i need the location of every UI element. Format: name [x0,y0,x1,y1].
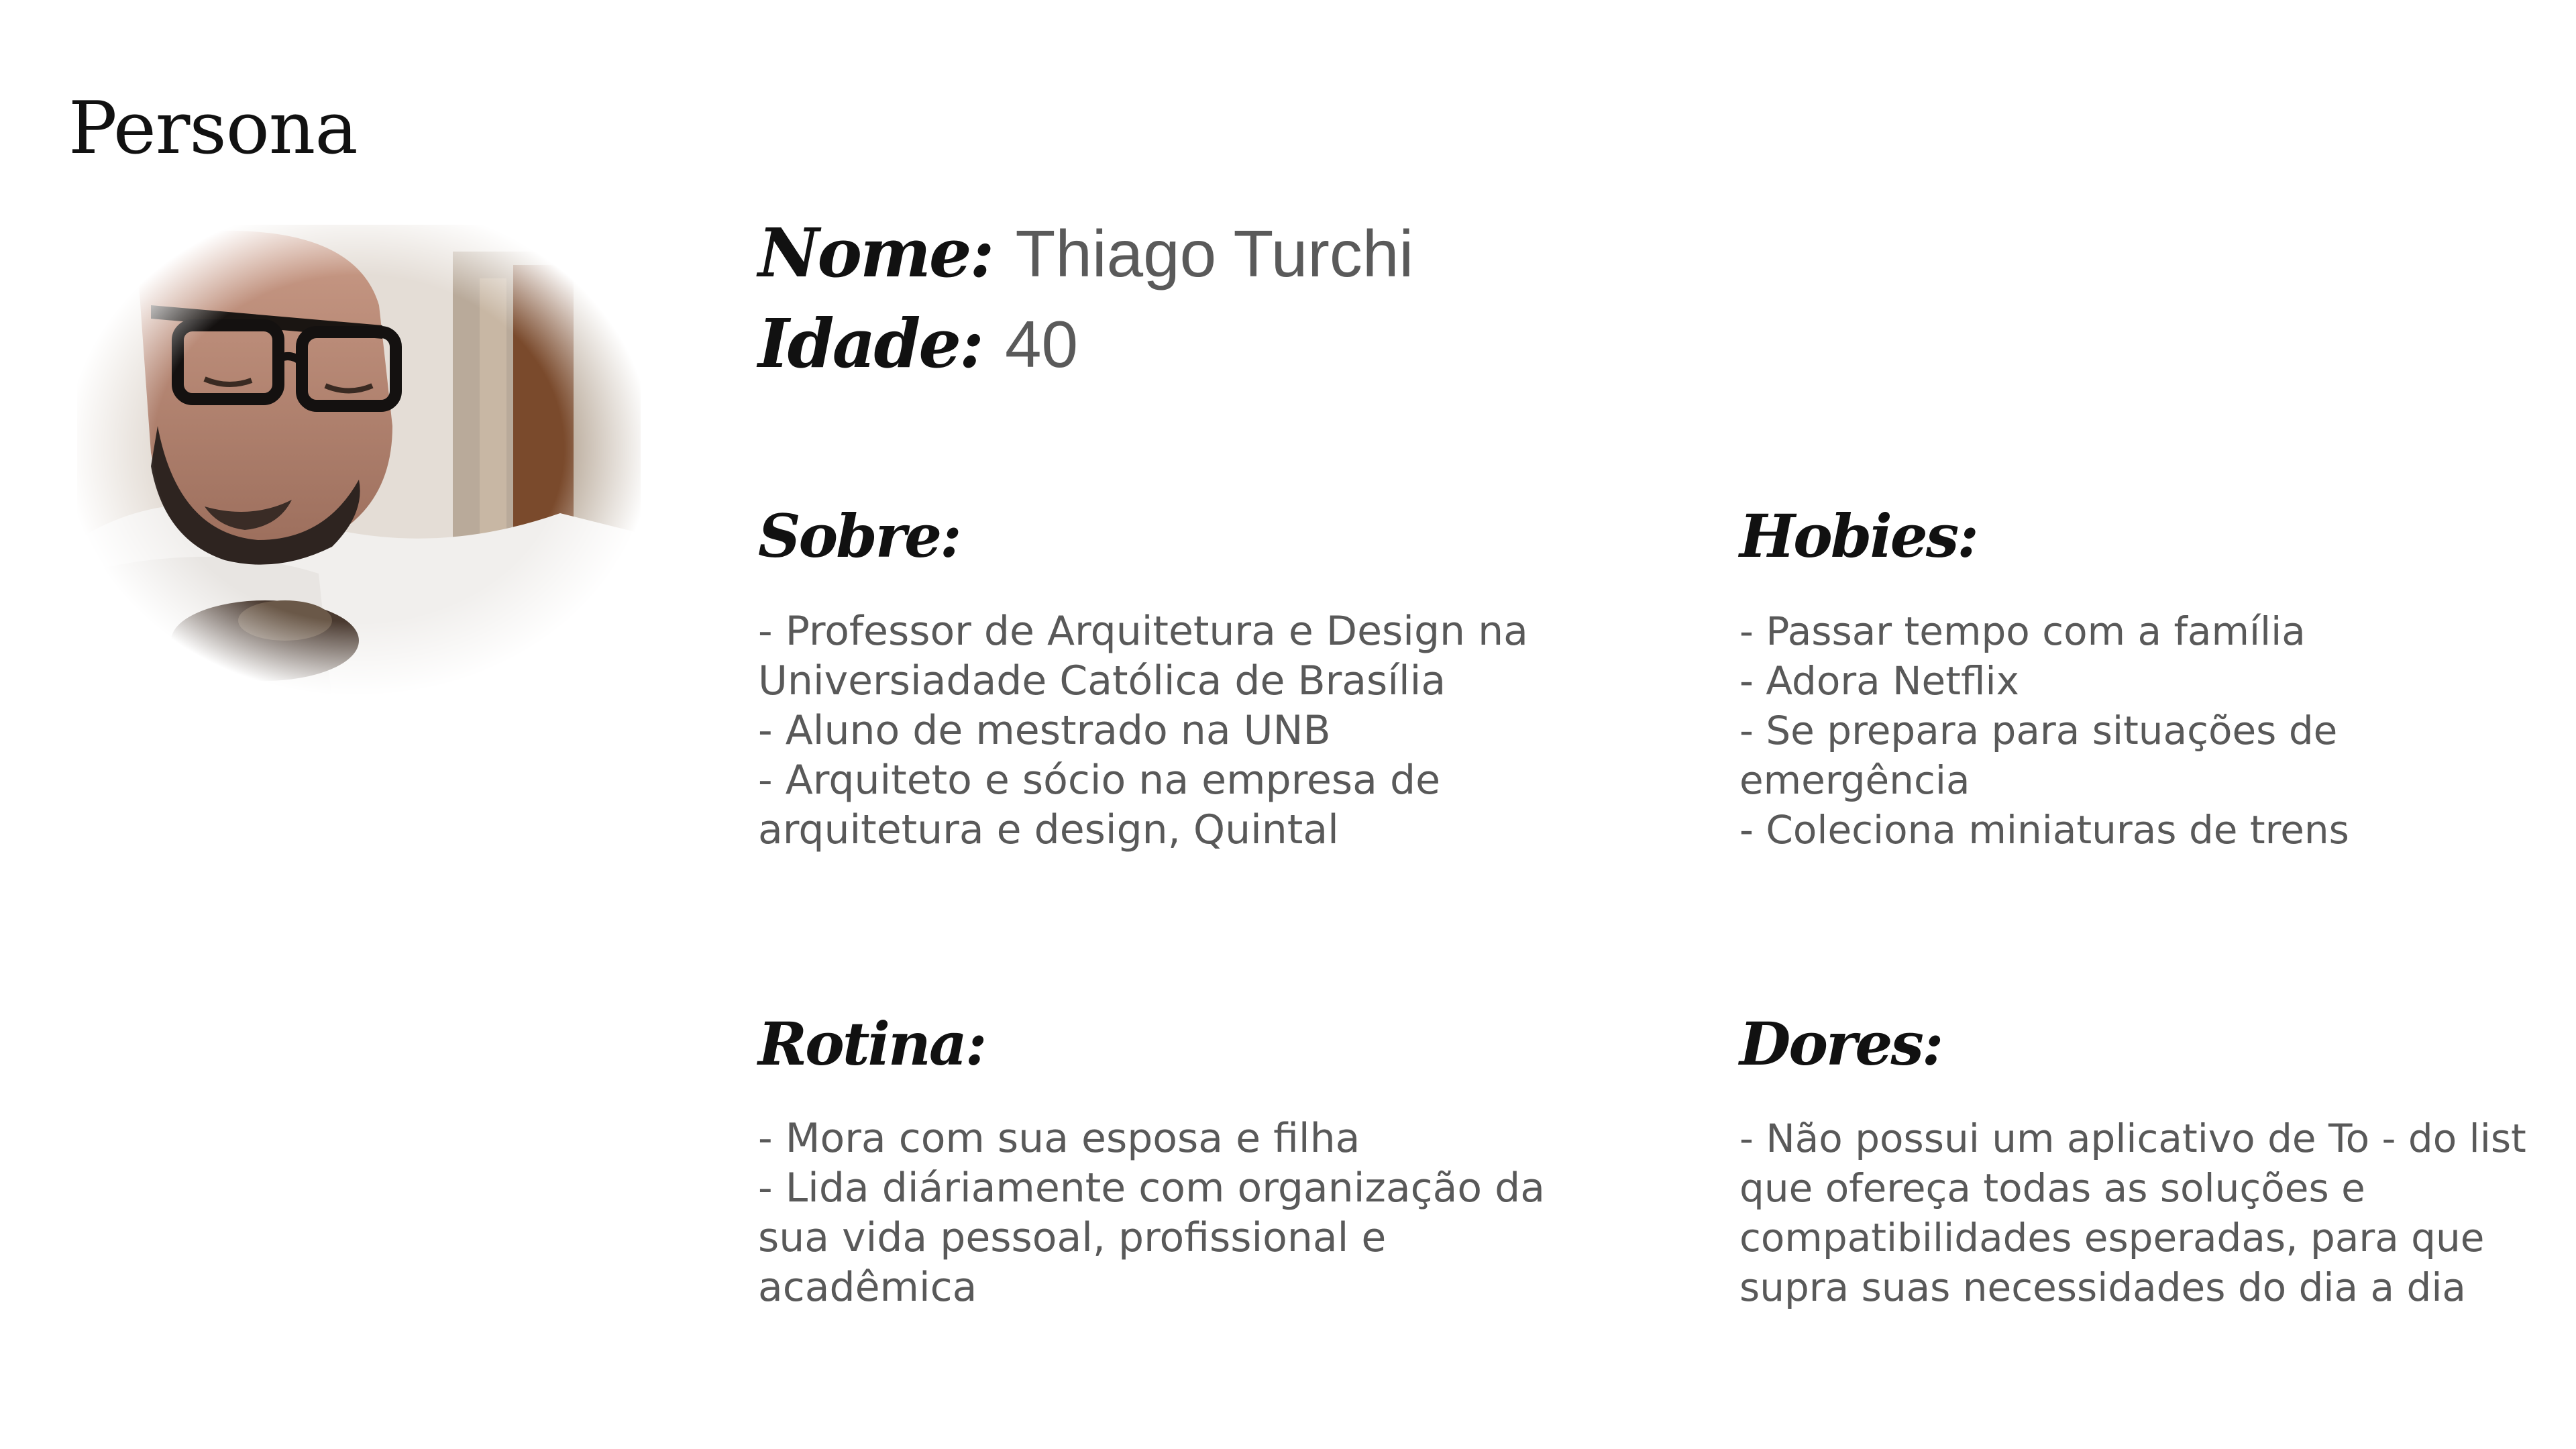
list-item: - Coleciona miniaturas de trens [1739,807,2349,853]
persona-photo-image [77,225,641,701]
name-label: Nome: [758,213,993,292]
list-item: - Lida diáriamente com organização da sua vida pessoal, profissional e acadêmica [758,1165,1546,1311]
persona-photo [77,225,641,701]
section-heading-sobre: Sobre: [758,501,960,571]
section-list-dores [1739,1114,2571,1312]
list-item: - Não possui um aplicativo de To - do list que ofereça todas as soluções e compatibilidades esperadas, para que supra suas necessidades do dia a dia [1739,1116,2526,1310]
list-item: - Adora Netflix [1739,658,2019,704]
persona-age-row [758,304,1078,383]
section-heading-dores: Dores: [1739,1009,1942,1079]
section-heading-rotina: Rotina: [758,1009,985,1079]
age-label: Idade: [758,304,982,383]
section-heading-hobies: Hobies: [1739,501,1977,571]
slide-title: Persona [68,87,358,170]
age-value: 40 [1004,307,1078,381]
section-list-rotina [758,1114,1583,1312]
list-item: - Passar tempo com a família [1739,608,2306,654]
list-item: - Arquiteto e sócio na empresa de arquitetura e design, Quintal [758,757,1440,853]
name-value: Thiago Turchi [1015,217,1414,290]
list-item: - Se prepara para situações de emergência [1739,708,2338,803]
persona-name-row [758,213,1413,292]
list-item: - Professor de Arquitetura e Design na Universiadade Católica de Brasília [758,608,1528,704]
list-item: - Aluno de mestrado na UNB [758,707,1331,754]
section-list-sobre [758,606,1583,855]
list-item: - Mora com sua esposa e filha [758,1115,1360,1162]
section-list-hobies [1739,606,2571,855]
